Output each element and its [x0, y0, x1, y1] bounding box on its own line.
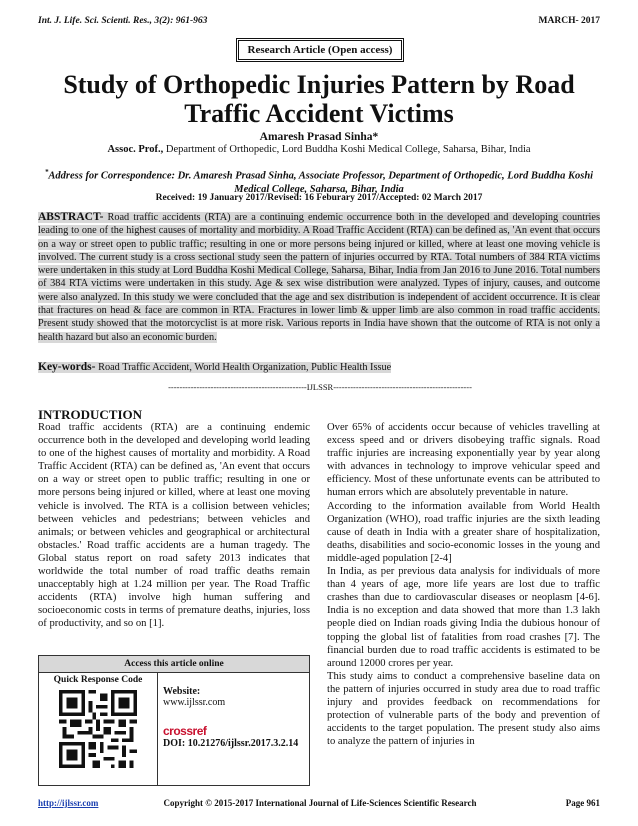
introduction-heading: INTRODUCTION — [38, 407, 143, 422]
keywords-text: Road Traffic Accident, World Health Organization, Public Health Issue — [95, 362, 392, 373]
intro-paragraph-5: This study aims to conduct a comprehensive baseline data on the pattern of injuries occurred in study area due to road traffic injury and provides feedback on recommendations for protection of vulnerable parts of the body and prevention of accidents to the target population. The present study also aims to analyze the pattern of injuries in — [327, 670, 600, 748]
article-info-cell — [163, 672, 307, 785]
keywords-highlight — [38, 362, 391, 373]
issue-date: MARCH- 2017 — [538, 16, 600, 26]
author-name: Amaresh Prasad Sinha* — [259, 131, 379, 143]
intro-paragraph-3: According to the information available from World Health Organization (WHO), road traffic injuries are the sixth leading cause of death in India with a greater share of hospitalization, deaths, disabilities and socio-economic losses in the young and middle-aged population [2-4] — [327, 500, 600, 564]
article-type-badge: Research Article (Open access) — [236, 38, 404, 62]
footer-page-number: Page 961 — [565, 798, 600, 808]
intro-paragraph-4: In India, as per previous data analysis for individuals of more than 4 years of age, more life years are lost due to traffic crashes than due to cardiovascular diseases or neoplasm [4-6]. India is no exception and data showed that more than 1.3 lakh people died on Indian roads giving India the dubious honour of topping the global list of fatalities from road crashes [7]. The financial burden due to road traffic accidents is estimated to be around 12000 crores per year. — [327, 566, 600, 669]
author-affiliation — [30, 144, 608, 155]
correspondence-mark: * — [44, 168, 49, 176]
crossref-logo: crossref — [163, 724, 207, 738]
abstract-highlight — [38, 212, 600, 343]
footer-url-link[interactable]: http://ijlssr.com — [38, 798, 99, 808]
abstract-label: ABSTRACT- — [38, 211, 104, 223]
qr-code-cell — [39, 672, 158, 785]
abstract-text: Road traffic accidents (RTA) are a continuing endemic occurrence both in the developed and developing countries leading to one of the highest causes of mortality and morbidity. A Road Traffic Accident (RTA) can be defined as, 'An event that occurs on a way or street open to public traffic; resulting in one or more persons being injured or killed, where at least one moving vehicle is involved. The current study is a cross sectional study seen the pattern of injuries occurred by RTA. Total numbers of 384 RTA victims were undertaken in this study at Lord Buddha Koshi Medical College, Saharsa, Bihar, India from Jan 2016 to June 2016. Total numbers of 384 RTA victims were undertaken in this study. Age & sex wise distribution were analyzed. Types of injury, causes, and outcome were also analyzed. In this study we were concluded that the age and sex distribution is independent of accident occurrence. It is clear that fractures on head & face are common in RTA. Fractures in lower limb & upper limb are also common in road traffic accidents. Present study showed that the motorcyclist is at more risk. Various reports in India have shown that the outcome of RTA is not only a health hazard but also an economic burden. — [38, 212, 600, 343]
access-box-heading: Access this article online — [39, 656, 309, 673]
website-label: Website: — [163, 686, 201, 697]
qr-code-icon[interactable] — [59, 690, 137, 768]
intro-paragraph-2: Over 65% of accidents occur because of vehicles travelling at excess speed and or drivers disobeying traffic signals. Road traffic injuries are increasing exponentially year by year along with advances in technology to improve vehicular speed and efficiency. Most of these unfortunate events can be attributed to human errors which are absolutely preventable in nature. — [327, 422, 600, 499]
right-column — [327, 421, 600, 748]
qr-code-label: Quick Response Code — [53, 675, 143, 685]
intro-paragraph-1: Road traffic accidents (RTA) are a continuing endemic occurrence both in the developed and developing world leading to one of the highest causes of mortality and morbidity. A Road Traffic Accident (RTA) can be defined as, 'An event that occurs on a way or street open to public traffic; resulting in one or more persons being injured or killed, where at least one moving vehicle is involved. The RTA is a collision between vehicles; between vehicles and pedestrians; between vehicles and animals; or between vehicles and geographical or architectural obstacles.' Road traffic accidents are a human tragedy. The Global status report on road safety 2013 indicates that worldwide the total number of road traffic deaths remain unacceptably high at 1.24 million per year. The Road Traffic accidents (RTA) involve high human suffering and socioeconomic costs in terms of premature deaths, injuries, loss of productivity, and so on [1]. — [38, 422, 310, 630]
author-department: Department of Orthopedic, Lord Buddha Koshi Medical College, Saharsa, Bihar, India — [163, 144, 531, 155]
correspondence-text: Address for Correspondence: Dr. Amaresh Prasad Sinha, Associate Professor, Department of Orthopedic, Lord Buddha Koshi Medical College, Saharsa, Bihar, India — [48, 170, 594, 195]
journal-reference: Int. J. Life. Sci. Scienti. Res., 3(2): 961-963 — [38, 16, 208, 26]
received-dates: Received: 19 January 2017/Revised: 16 Feburary 2017/Accepted: 02 March 2017 — [155, 193, 483, 203]
footer-copyright: Copyright © 2015-2017 International Journal of Life-Sciences Scientific Research — [163, 798, 477, 808]
abstract — [38, 211, 600, 344]
doi-text[interactable]: DOI: 10.21276/ijlssr.2017.3.2.14 — [163, 738, 299, 749]
keywords-label: Key-words- — [38, 361, 96, 373]
journal-separator: -------------------------------------------------IJLSSR------------------------------------------------- — [168, 382, 472, 392]
website-link[interactable]: www.ijlssr.com — [163, 697, 226, 708]
paper-title: Study of Orthopedic Injuries Pattern by Road Traffic Accident Victims — [63, 70, 575, 128]
author-role: Assoc. Prof., — [107, 144, 164, 155]
keywords — [38, 361, 391, 374]
correspondence-address — [30, 166, 608, 196]
access-online-box — [38, 655, 310, 786]
left-column — [38, 421, 310, 631]
